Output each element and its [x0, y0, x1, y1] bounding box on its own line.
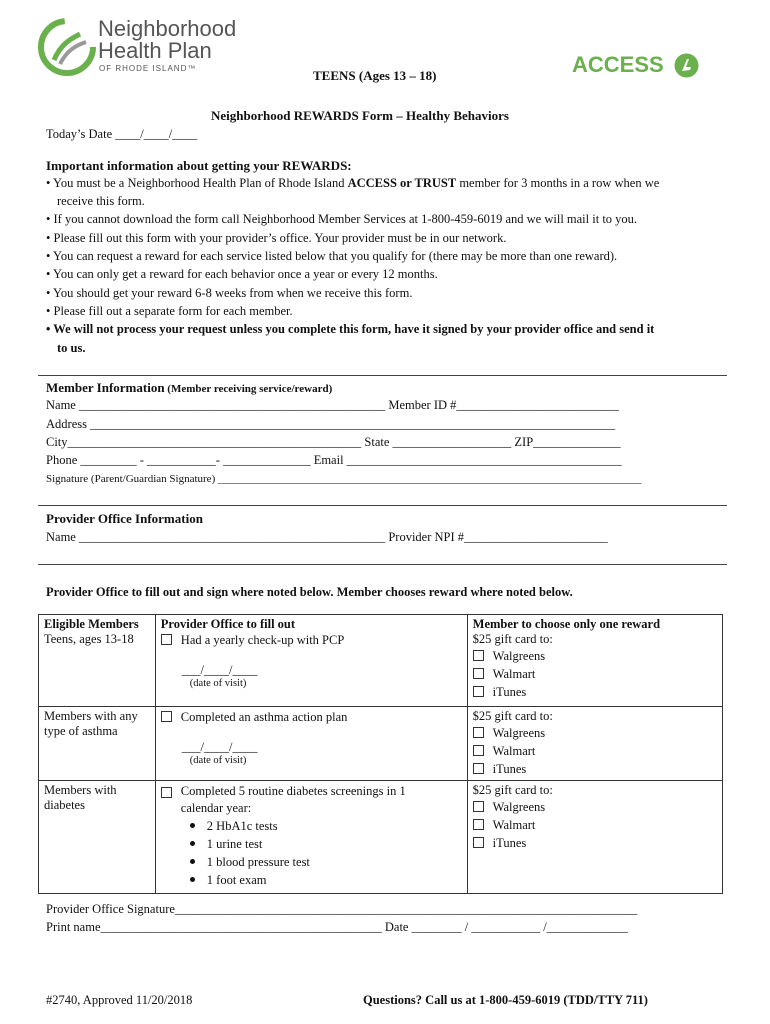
row-member: Teens, ages 13-18 [44, 632, 134, 646]
access-logo-text: ACCESS [572, 52, 664, 77]
member-name-field[interactable]: Name _________________________________________________ Member ID #__________________________ [46, 398, 619, 412]
checkbox[interactable] [473, 801, 484, 812]
eligible-members-header: Eligible Members [44, 617, 139, 631]
reward-title: $25 gift card to: [472, 632, 553, 646]
info-bullet-2: • If you cannot download the form call Neighborhood Member Services at 1-800-459-6019 and we will mail it to you. [46, 212, 638, 226]
reward-title: $25 gift card to: [472, 709, 553, 723]
instructions: Provider Office to fill out and sign where noted below. Member chooses reward where noted below. [46, 585, 573, 599]
info-bullet-6: • You should get your reward 6-8 weeks from when we receive this form. [46, 286, 413, 300]
member-info-heading: Member Information (Member receiving service/reward) [46, 380, 333, 395]
checkbox[interactable] [161, 787, 172, 798]
provider-header: Provider Office to fill out [160, 617, 296, 631]
list-item: 2 HbA1c tests [190, 817, 462, 835]
info-bullet-3: • Please fill out this form with your provider’s office. Your provider must be in our network. [46, 231, 507, 245]
list-item: 1 foot exam [190, 871, 462, 889]
reward-option: Walgreens [492, 800, 546, 814]
row-task: Had a yearly check-up with PCP [180, 633, 345, 647]
provider-cell [155, 615, 467, 707]
table-row [39, 615, 723, 707]
row-task: Completed 5 routine diabetes screenings in 1 calendar year: [180, 784, 406, 815]
row-member: Members with any type of asthma [44, 709, 138, 738]
todays-date-field[interactable]: Today’s Date ____/____/____ [46, 127, 198, 141]
info-heading: Important information about getting your REWARDS: [46, 158, 352, 173]
eligible-members-cell [39, 615, 156, 707]
provider-signature-field[interactable]: Provider Office Signature__________________________________________________________________________ [46, 902, 638, 916]
info-bullet-4: • You can request a reward for each service listed below that you qualify for (there may be more than one reward). [46, 249, 618, 263]
list-item: 1 blood pressure test [190, 853, 462, 871]
logo-line1: Neighborhood [98, 16, 237, 41]
info-bullet-1: • You must be a Neighborhood Health Plan of Rhode Island ACCESS or TRUST member for 3 months in a row when we [46, 176, 660, 190]
reward-option: Walgreens [492, 649, 546, 663]
provider-info-heading: Provider Office Information [46, 511, 203, 526]
checkbox[interactable] [473, 745, 484, 756]
bullet-icon [190, 877, 195, 882]
logo-line3: OF RHODE ISLAND™ [99, 64, 197, 73]
table-row [39, 707, 723, 781]
member-city-field[interactable]: City_______________________________________________ State ___________________ ZIP______________ [46, 435, 621, 449]
checkbox[interactable] [473, 727, 484, 738]
provider-name-field[interactable]: Name _________________________________________________ Provider NPI #_______________________ [46, 530, 608, 544]
reward-option: Walmart [492, 744, 536, 758]
access-logo-icon [674, 53, 699, 78]
reward-option: Walgreens [492, 726, 546, 740]
member-phone-field[interactable]: Phone _________ - ___________- ______________ Email ____________________________________________ [46, 453, 622, 467]
date-of-visit-field[interactable]: ___/____/____ [181, 740, 258, 754]
member-address-field[interactable]: Address ____________________________________________________________________________________ [46, 417, 616, 431]
reward-option: iTunes [492, 836, 527, 850]
footer-form-id: #2740, Approved 11/20/2018 [46, 993, 193, 1007]
checkbox[interactable] [473, 686, 484, 697]
reward-title: $25 gift card to: [472, 783, 553, 797]
info-bullet-8: • We will not process your request unless you complete this form, have it signed by your provider office and send it [46, 322, 655, 336]
checkbox[interactable] [473, 819, 484, 830]
reward-cell [467, 615, 722, 707]
checkbox[interactable] [473, 668, 484, 679]
reward-cell [467, 781, 722, 894]
form-title: TEENS (Ages 13 – 18) [313, 68, 437, 83]
date-of-visit-label: (date of visit) [189, 755, 247, 766]
rewards-table [38, 614, 723, 894]
reward-option: iTunes [492, 762, 527, 776]
logo-line2: Health Plan [98, 38, 212, 63]
row-member: Members with diabetes [44, 783, 117, 812]
reward-option: Walmart [492, 667, 536, 681]
bullet-icon [190, 823, 195, 828]
provider-cell [155, 781, 467, 894]
table-row [39, 781, 723, 894]
info-bullet-5: • You can only get a reward for each behavior once a year or every 12 months. [46, 267, 438, 281]
reward-option: Walmart [492, 818, 536, 832]
provider-cell [155, 707, 467, 781]
bullet-icon [190, 841, 195, 846]
reward-cell [467, 707, 722, 781]
reward-option: iTunes [492, 685, 527, 699]
bullet-icon [190, 859, 195, 864]
reward-header: Member to choose only one reward [472, 617, 661, 631]
member-signature-field[interactable]: Signature (Parent/Guardian Signature) _____________________________________________________________________________ [46, 473, 642, 485]
divider [38, 505, 727, 506]
eligible-members-cell [39, 781, 156, 894]
divider [38, 375, 727, 376]
row-task: Completed an asthma action plan [180, 710, 348, 724]
divider [38, 564, 727, 565]
list-item: 1 urine test [190, 835, 462, 853]
print-name-date-field[interactable]: Print name_____________________________________________ Date ________ / ___________ /_____________ [46, 920, 628, 934]
date-of-visit-label: (date of visit) [189, 678, 247, 689]
checkbox[interactable] [473, 763, 484, 774]
nhp-logo-icon [36, 16, 98, 78]
info-bullet-7: • Please fill out a separate form for each member. [46, 304, 293, 318]
eligible-members-cell [39, 707, 156, 781]
date-of-visit-field[interactable]: ___/____/____ [181, 663, 258, 677]
info-bullet-8-cont: to us. [57, 341, 86, 355]
footer-contact: Questions? Call us at 1-800-459-6019 (TDD/TTY 711) [363, 993, 648, 1007]
checkbox[interactable] [473, 837, 484, 848]
checkbox[interactable] [161, 634, 172, 645]
info-bullet-1-cont: receive this form. [57, 194, 145, 208]
checkbox[interactable] [473, 650, 484, 661]
checkbox[interactable] [161, 711, 172, 722]
form-subtitle: Neighborhood REWARDS Form – Healthy Behaviors [211, 108, 509, 123]
